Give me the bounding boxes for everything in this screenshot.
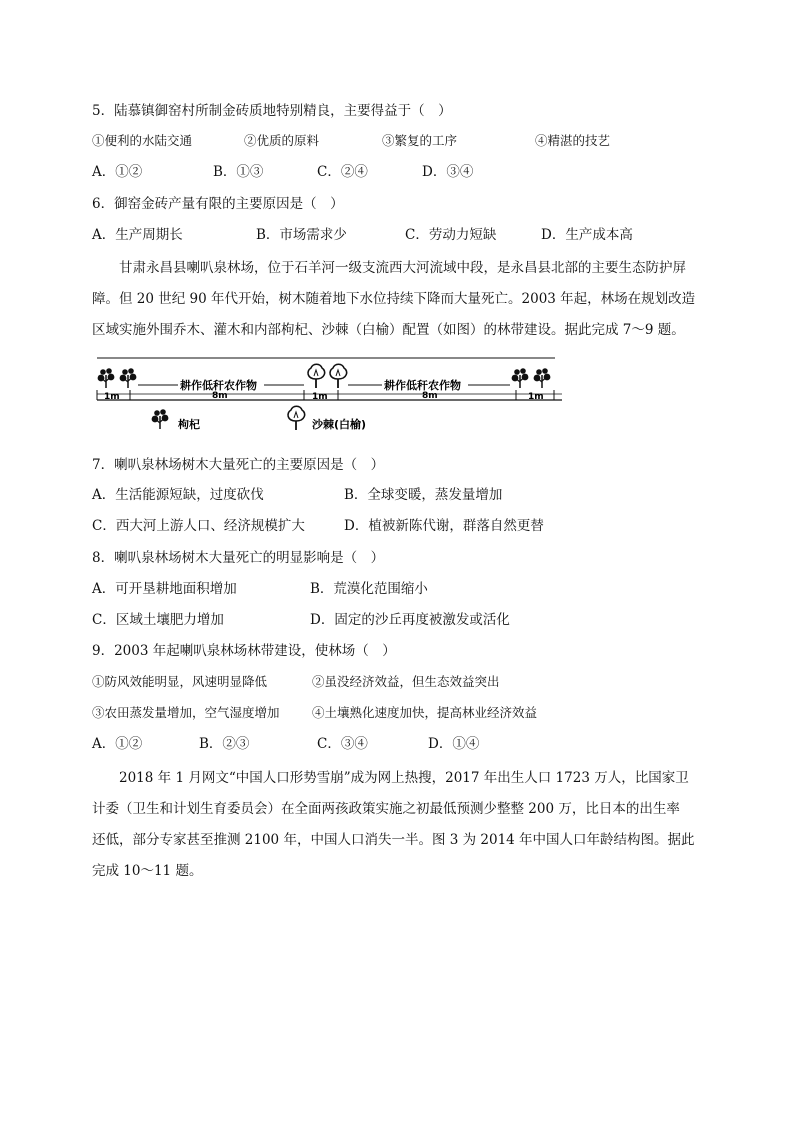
q8-stem: 8．喇叭泉林场树木大量死亡的明显影响是（ ） bbox=[92, 550, 385, 566]
passage2-line-2: 计委（卫生和计划生育委员会）在全面两孩政策实施之初最低预测少整整 200 万，比日本的出生率 bbox=[92, 801, 680, 817]
q9-item-4: ④土壤熟化速度加快，提高林业经济效益 bbox=[312, 705, 538, 720]
q5-option-d: D．③④ bbox=[422, 164, 474, 180]
passage2-line-1: 2018 年 1 月网文“中国人口形势雪崩”成为网上热搜，2017 年出生人口 1723 万人，比国家卫 bbox=[119, 770, 689, 786]
q5-item-4: ④精湛的技艺 bbox=[535, 133, 611, 148]
width-1m-middle: 1m bbox=[312, 392, 328, 402]
passage2-line-3: 还低，部分专家甚至推测 2100 年，中国人口消失一半。图 3 为 2014 年中国人口年龄结构图。据此 bbox=[92, 832, 695, 848]
q6-option-d: D．生产成本高 bbox=[541, 227, 633, 243]
q5-item-3: ③繁复的工序 bbox=[382, 133, 458, 148]
q9-option-b: B．②③ bbox=[199, 736, 250, 752]
legend-shaji-icon bbox=[288, 406, 305, 430]
q6-option-b: B．市场需求少 bbox=[256, 227, 347, 243]
passage1-line-2: 障。但 20 世纪 90 年代开始，树木随着地下水位持续下降而大量死亡。2003 年起，林场在规划改造 bbox=[92, 291, 696, 307]
passage2-line-4: 完成 10～11 题。 bbox=[92, 863, 203, 879]
q9-option-c: C．③④ bbox=[317, 736, 368, 752]
crop-label-left: 耕作低秆农作物 bbox=[180, 379, 257, 392]
q9-stem: 9．2003 年起喇叭泉林场林带建设，使林场（ ） bbox=[92, 643, 396, 659]
q9-option-d: D．①④ bbox=[428, 736, 480, 752]
q7-option-b: B．全球变暖，蒸发量增加 bbox=[344, 487, 503, 503]
q8-option-c: C．区域土壤肥力增加 bbox=[92, 612, 224, 628]
q5-item-2: ②优质的原料 bbox=[244, 133, 320, 148]
q5-option-c: C．②④ bbox=[317, 164, 368, 180]
passage1-line-3: 区域实施外围乔木、灌木和内部枸杞、沙棘（白榆）配置（如图）的林带建设。据此完成 7～9 题。 bbox=[92, 322, 685, 338]
gouqi-icon bbox=[534, 368, 551, 388]
q8-option-a: A．可开垦耕地面积增加 bbox=[92, 581, 237, 597]
legend-gouqi-icon bbox=[152, 409, 169, 429]
q7-option-c: C．西大河上游人口、经济规模扩大 bbox=[92, 518, 305, 534]
q9-item-2: ②虽没经济效益，但生态效益突出 bbox=[312, 674, 500, 689]
legend-gouqi-label: 枸杞 bbox=[178, 418, 200, 431]
shelterbelt-diagram bbox=[92, 352, 572, 442]
q8-option-d: D．固定的沙丘再度被激发或活化 bbox=[310, 612, 510, 628]
q5-option-a: A．①② bbox=[92, 164, 143, 180]
passage-population bbox=[92, 763, 700, 887]
q5-stem: 5．陆慕镇御窑村所制金砖质地特别精良，主要得益于（ ） bbox=[92, 103, 452, 119]
width-1m-right: 1m bbox=[528, 392, 544, 402]
q7-stem: 7．喇叭泉林场树木大量死亡的主要原因是（ ） bbox=[92, 457, 385, 473]
q6-option-c: C．劳动力短缺 bbox=[405, 227, 497, 243]
q9-item-3: ③农田蒸发量增加，空气湿度增加 bbox=[92, 705, 280, 720]
q5-option-b: B．①③ bbox=[213, 164, 264, 180]
q9-item-1: ①防风效能明显，风速明显降低 bbox=[92, 674, 268, 689]
q8-option-b: B．荒漠化范围缩小 bbox=[310, 581, 428, 597]
q9-option-a: A．①② bbox=[92, 736, 143, 752]
width-8m-right: 8m bbox=[422, 391, 438, 401]
width-1m-left: 1m bbox=[104, 392, 120, 402]
q7-option-d: D．植被新陈代谢，群落自然更替 bbox=[344, 518, 544, 534]
q5-item-1: ①便利的水陆交通 bbox=[92, 133, 193, 148]
gouqi-icon bbox=[512, 368, 529, 388]
gouqi-icon bbox=[98, 368, 115, 388]
passage1-line-1: 甘肃永昌县喇叭泉林场，位于石羊河一级支流西大河流域中段，是永昌县北部的主要生态防护屏 bbox=[119, 260, 686, 276]
width-8m-left: 8m bbox=[212, 391, 228, 401]
q6-stem: 6．御窑金砖产量有限的主要原因是（ ） bbox=[92, 196, 344, 212]
q6-option-a: A．生产周期长 bbox=[92, 227, 183, 243]
shaji-icon bbox=[308, 364, 325, 388]
crop-label-right: 耕作低秆农作物 bbox=[384, 379, 461, 392]
passage-lin-chang bbox=[92, 253, 700, 346]
shaji-icon bbox=[330, 364, 347, 388]
q7-option-a: A．生活能源短缺，过度砍伐 bbox=[92, 487, 264, 503]
legend-shaji-label: 沙棘(白榆) bbox=[312, 418, 367, 431]
gouqi-icon bbox=[120, 368, 137, 388]
